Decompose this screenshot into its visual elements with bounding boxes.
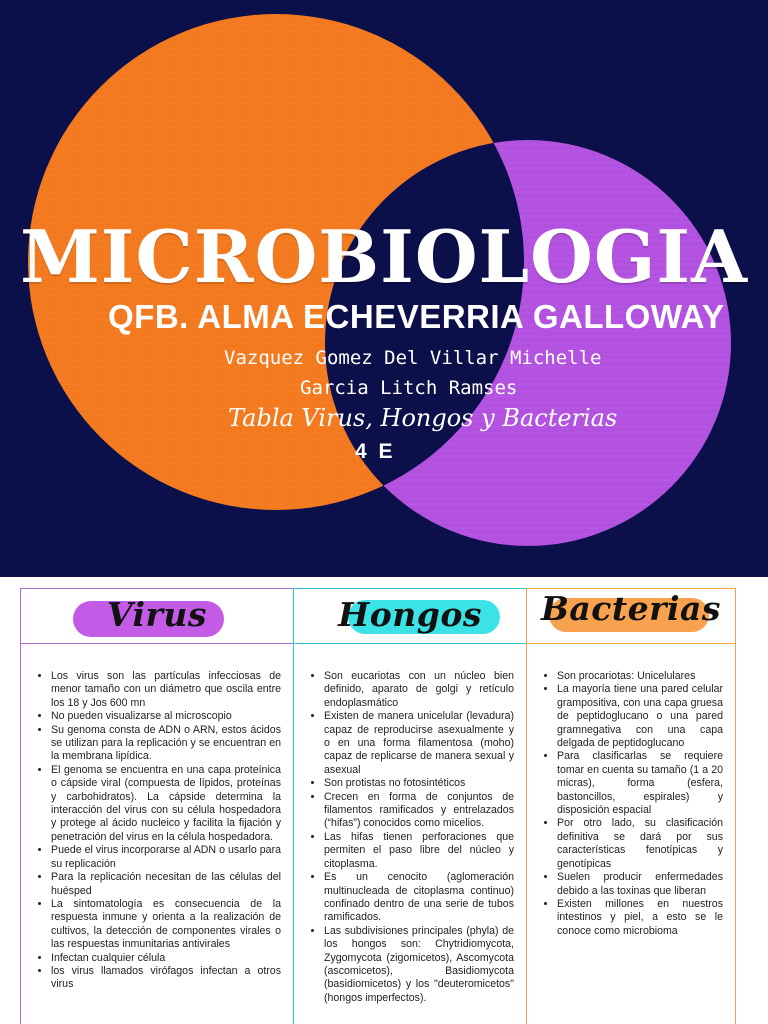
document-subtitle: Tabla Virus, Hongos y Bacterias (228, 404, 618, 432)
list-item: • No pueden visualizarse al microscopio (51, 710, 281, 723)
bacterias-column (526, 588, 736, 1024)
list-item: • Puede el virus incorporarse al ADN o usarlo para su replicación (51, 844, 281, 871)
list-item: • Existen millones en nuestros intestinos y piel, a esto se le conoce como microbioma (557, 898, 723, 938)
list-item: • Las subdivisiones principales (phyla) de los hongos son: Chytridiomycota, Zygomycota (zigomicetos), Ascomycota (ascomicetos), Basidiomycota (basidiomicetos) y los "deuteromicetos" (hongos imperfectos). (324, 925, 514, 1005)
hongos-column (293, 588, 526, 1024)
student-name-1: Vazquez Gomez Del Villar Michelle (224, 347, 602, 369)
virus-header-label: Virus (106, 595, 208, 634)
list-item: • Las hifas tienen perforaciones que permiten el paso libre del núcleo y citoplasma. (324, 831, 514, 871)
hongos-header (294, 589, 526, 644)
list-item: • Por otro lado, su clasificación definitiva se dará por sus características fenotípicas y genotípicas (557, 817, 723, 871)
hongos-header-label: Hongos (338, 595, 482, 634)
list-item: • Suelen producir enfermedades debido a las toxinas que liberan (557, 871, 723, 898)
list-item: • Su genoma consta de ADN o ARN, estos ácidos se utilizan para la replicación y se encuentran en la membrana lipídica. (51, 724, 281, 764)
page-title: MICROBIOLOGIA (20, 214, 748, 299)
list-item: • los virus llamados virófagos infectan a otros virus (51, 965, 281, 992)
list-item: • Para clasificarlas se requiere tomar en cuenta su tamaño (1 a 20 micras), forma (esfera, bastoncillos, espirales) y disposición espacial (557, 750, 723, 817)
bacterias-list (527, 644, 735, 938)
bacterias-header (527, 589, 735, 644)
list-item: • Son procariotas: Unicelulares (557, 670, 723, 683)
virus-column (20, 588, 293, 1024)
list-item: • Existen de manera unicelular (levadura) capaz de reproducirse asexualmente y o en una forma filamentosa (moho) capaz de replicarse de manera sexual y asexual (324, 710, 514, 777)
list-item: • Es un cenocito (aglomeración multinucleada de citoplasma continuo) confinado dentro de una serie de tubos ramificados. (324, 871, 514, 925)
comparison-table (20, 588, 736, 1024)
list-item: • Son eucariotas con un núcleo bien definido, aparato de golgi y retículo endoplasmático (324, 670, 514, 710)
list-item: • Crecen en forma de conjuntos de filamentos ramificados y entrelazados (“hifas”) conocidos como micelios. (324, 791, 514, 831)
virus-header (21, 589, 293, 644)
list-item: • Infectan cualquier célula (51, 952, 281, 965)
list-item: • Los virus son las partículas infecciosas de menor tamaño con un diámetro que oscila entre los 18 y Jos 600 mn (51, 670, 281, 710)
list-item: • La mayoría tiene una pared celular grampositiva, con una capa gruesa de peptidoglucano o una pared gramnegativa con una capa delgada de peptidoglucano (557, 683, 723, 750)
bacterias-header-label: Bacterias (541, 589, 721, 628)
list-item: • La sintomatología es consecuencia de la respuesta inmune y orienta a la realización de cultivos, la detección de componentes virales o las respuestas inmunitarias antivirales (51, 898, 281, 952)
list-item: • Para la replicación necesitan de las células del huésped (51, 871, 281, 898)
teacher-name: QFB. ALMA ECHEVERRIA GALLOWAY (108, 298, 725, 335)
student-name-2: Garcia Litch Ramses (300, 377, 518, 399)
hongos-list (294, 644, 526, 1005)
list-item: • Son protistas no fotosintéticos (324, 777, 514, 790)
list-item: • El genoma se encuentra en una capa proteínica o cápside viral (compuesta de lípidos, proteínas y carbohidratos). La cápside determina la interacción del virus con su célula hospedadora y protege al ácido nucleico y facilita la fijación y penetración del virus en la célula hospedadora. (51, 764, 281, 844)
group-label: 4 E (355, 440, 396, 463)
virus-list (21, 644, 293, 992)
